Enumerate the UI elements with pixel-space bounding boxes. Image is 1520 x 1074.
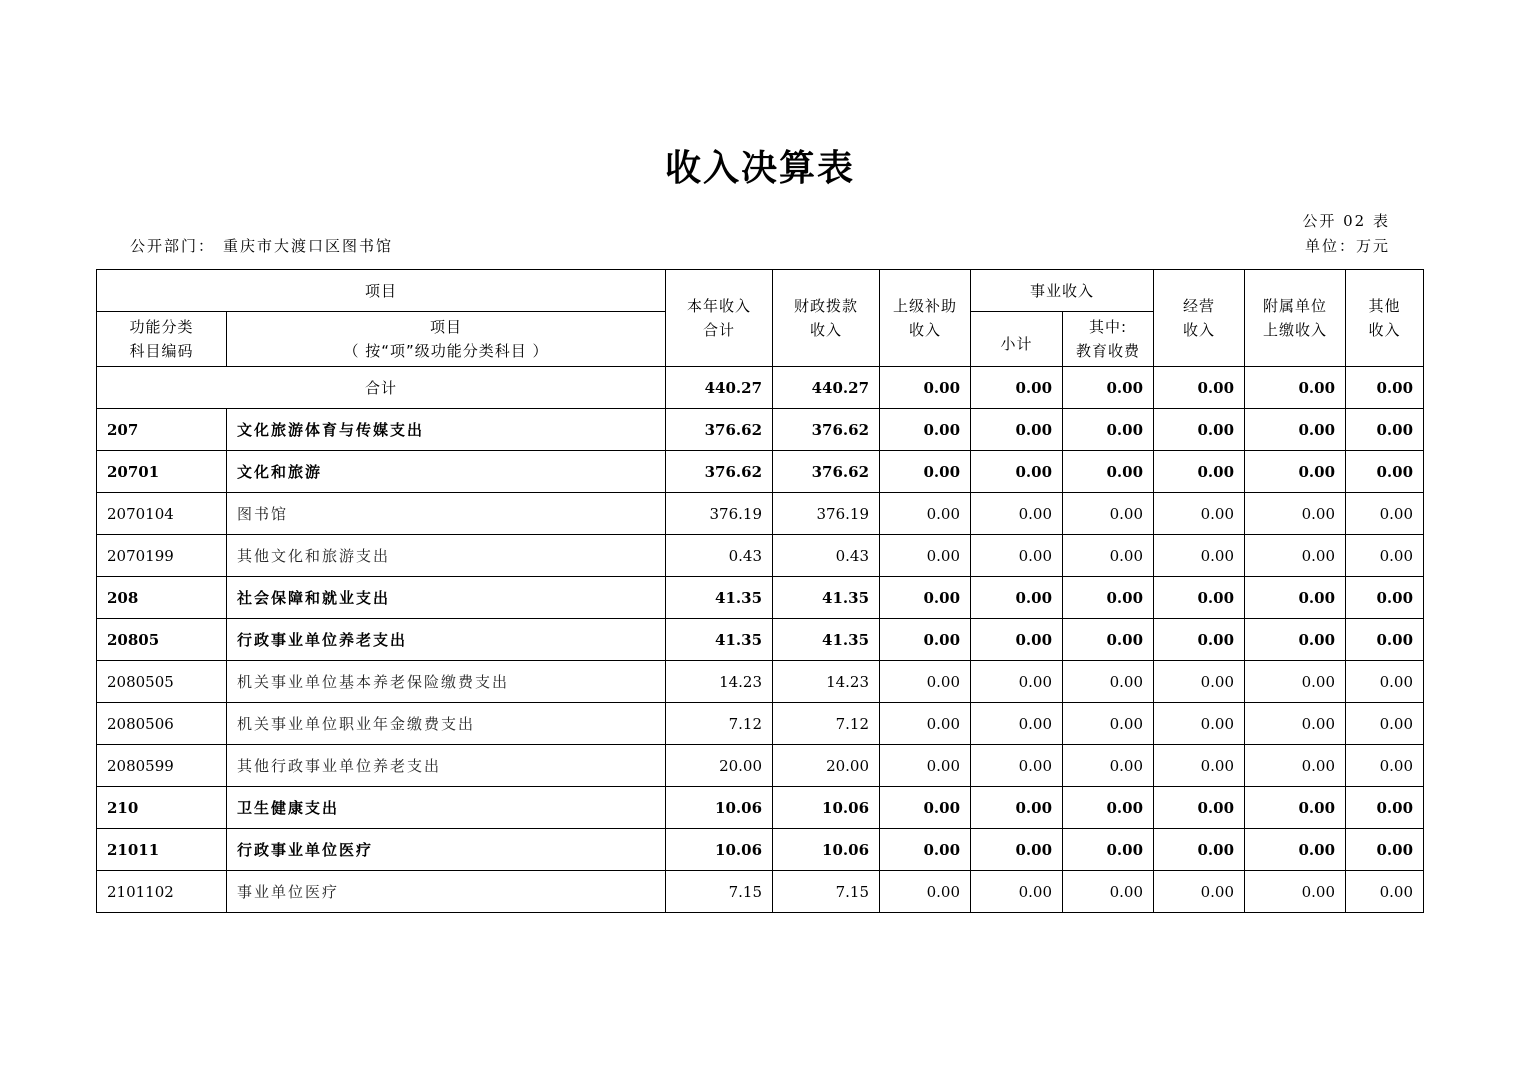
row-value: 0.00 (1154, 619, 1245, 661)
table-row (97, 493, 1424, 535)
row-value: 0.00 (880, 787, 971, 829)
total-cell: 0.00 (1063, 367, 1154, 409)
total-cell: 0.00 (1154, 367, 1245, 409)
row-value: 0.00 (1245, 619, 1346, 661)
row-value: 0.00 (1154, 703, 1245, 745)
row-value: 0.00 (971, 787, 1063, 829)
row-code: 207 (97, 409, 227, 451)
row-name: 行政事业单位养老支出 (227, 619, 666, 661)
table-row (97, 409, 1424, 451)
row-value: 0.00 (1245, 661, 1346, 703)
row-value: 0.00 (971, 703, 1063, 745)
row-value: 0.00 (1063, 409, 1154, 451)
row-value: 0.00 (971, 577, 1063, 619)
row-value: 0.00 (971, 451, 1063, 493)
row-value: 0.00 (1245, 535, 1346, 577)
row-value: 0.00 (1245, 577, 1346, 619)
table-row (97, 451, 1424, 493)
table-row (97, 577, 1424, 619)
row-value: 10.06 (773, 829, 880, 871)
row-value: 0.00 (1245, 871, 1346, 913)
row-value: 0.00 (1346, 871, 1424, 913)
row-value: 7.15 (773, 871, 880, 913)
row-value: 0.00 (971, 493, 1063, 535)
row-value: 41.35 (666, 577, 773, 619)
row-value: 0.00 (1063, 493, 1154, 535)
table-body (97, 367, 1424, 913)
row-name: 其他文化和旅游支出 (227, 535, 666, 577)
row-value: 0.00 (1346, 451, 1424, 493)
row-value: 0.00 (1245, 493, 1346, 535)
row-value: 0.00 (1154, 451, 1245, 493)
row-name: 文化和旅游 (227, 451, 666, 493)
table-row (97, 661, 1424, 703)
row-value: 0.43 (666, 535, 773, 577)
row-value: 0.00 (1063, 787, 1154, 829)
row-value: 376.19 (773, 493, 880, 535)
row-value: 0.00 (1346, 577, 1424, 619)
row-value: 376.62 (666, 409, 773, 451)
table-row (97, 871, 1424, 913)
row-value: 0.00 (1063, 577, 1154, 619)
row-value: 0.00 (1346, 829, 1424, 871)
row-value: 0.00 (1063, 745, 1154, 787)
row-value: 376.62 (666, 451, 773, 493)
header-other: 其他 收入 (1346, 270, 1424, 367)
row-value: 41.35 (773, 619, 880, 661)
row-value: 41.35 (666, 619, 773, 661)
row-name: 图书馆 (227, 493, 666, 535)
page-title: 收入决算表 (664, 148, 855, 189)
row-value: 0.00 (880, 703, 971, 745)
row-value: 0.00 (971, 535, 1063, 577)
row-code: 2101102 (97, 871, 227, 913)
row-name: 社会保障和就业支出 (227, 577, 666, 619)
row-code: 2080505 (97, 661, 227, 703)
department-info (130, 235, 401, 256)
row-value: 376.62 (773, 409, 880, 451)
total-cell: 440.27 (773, 367, 880, 409)
header-education-fee: 其中: 教育收费 (1063, 312, 1154, 367)
total-cell: 0.00 (1245, 367, 1346, 409)
row-code: 208 (97, 577, 227, 619)
row-name: 其他行政事业单位养老支出 (227, 745, 666, 787)
row-code: 20805 (97, 619, 227, 661)
row-value: 0.00 (1245, 703, 1346, 745)
document-number: 公开 02 表 (1302, 212, 1390, 230)
row-value: 0.00 (880, 745, 971, 787)
row-value: 0.00 (1346, 745, 1424, 787)
row-value: 0.00 (1063, 535, 1154, 577)
row-value: 14.23 (773, 661, 880, 703)
row-code: 2070104 (97, 493, 227, 535)
table-row (97, 829, 1424, 871)
row-value: 0.00 (1346, 493, 1424, 535)
table-row (97, 787, 1424, 829)
row-name: 机关事业单位职业年金缴费支出 (227, 703, 666, 745)
row-value: 0.00 (1063, 829, 1154, 871)
row-code: 2070199 (97, 535, 227, 577)
row-code: 2080506 (97, 703, 227, 745)
total-cell: 0.00 (1346, 367, 1424, 409)
row-name: 行政事业单位医疗 (227, 829, 666, 871)
row-value: 0.00 (880, 493, 971, 535)
department-label: 公开部门： (130, 237, 216, 255)
row-value: 0.00 (971, 829, 1063, 871)
row-value: 0.00 (1245, 787, 1346, 829)
total-label: 合计 (97, 367, 666, 409)
total-cell: 0.00 (880, 367, 971, 409)
row-value: 0.00 (1154, 493, 1245, 535)
row-value: 0.00 (1154, 829, 1245, 871)
header-total: 本年收入 合计 (666, 270, 773, 367)
row-value: 0.00 (1154, 535, 1245, 577)
row-value: 0.00 (1245, 451, 1346, 493)
row-value: 0.00 (1346, 703, 1424, 745)
total-row (97, 367, 1424, 409)
row-value: 0.00 (880, 619, 971, 661)
row-value: 0.00 (880, 871, 971, 913)
row-value: 0.00 (1154, 745, 1245, 787)
row-value: 0.00 (1154, 409, 1245, 451)
table-header (97, 270, 1424, 367)
row-name: 卫生健康支出 (227, 787, 666, 829)
row-value: 0.00 (1154, 577, 1245, 619)
header-operating: 经营 收入 (1154, 270, 1245, 367)
row-value: 0.00 (880, 661, 971, 703)
row-value: 0.00 (1346, 619, 1424, 661)
table-row (97, 745, 1424, 787)
row-value: 0.00 (1063, 451, 1154, 493)
row-value: 20.00 (773, 745, 880, 787)
row-value: 10.06 (666, 829, 773, 871)
row-value: 0.43 (773, 535, 880, 577)
row-value: 0.00 (971, 871, 1063, 913)
row-value: 0.00 (971, 745, 1063, 787)
row-value: 0.00 (1346, 787, 1424, 829)
row-name: 机关事业单位基本养老保险缴费支出 (227, 661, 666, 703)
row-value: 7.12 (666, 703, 773, 745)
row-value: 10.06 (666, 787, 773, 829)
row-value: 0.00 (971, 661, 1063, 703)
row-value: 0.00 (971, 619, 1063, 661)
row-code: 210 (97, 787, 227, 829)
row-value: 7.15 (666, 871, 773, 913)
row-value: 0.00 (1154, 661, 1245, 703)
row-code: 20701 (97, 451, 227, 493)
row-value: 0.00 (1063, 871, 1154, 913)
row-value: 0.00 (1154, 871, 1245, 913)
row-name: 文化旅游体育与传媒支出 (227, 409, 666, 451)
row-value: 7.12 (773, 703, 880, 745)
row-value: 376.19 (666, 493, 773, 535)
department-name: 重庆市大渡口区图书馆 (223, 237, 394, 255)
row-name: 事业单位医疗 (227, 871, 666, 913)
row-value: 0.00 (1154, 787, 1245, 829)
row-value: 0.00 (1245, 829, 1346, 871)
row-value: 0.00 (880, 829, 971, 871)
row-code: 2080599 (97, 745, 227, 787)
header-code: 功能分类 科目编码 (97, 312, 227, 367)
header-fiscal: 财政拨款 收入 (773, 270, 880, 367)
header-subtotal: 小计 (971, 312, 1063, 367)
table-row (97, 535, 1424, 577)
row-value: 10.06 (773, 787, 880, 829)
row-value: 20.00 (666, 745, 773, 787)
header-affiliate: 附属单位 上缴收入 (1245, 270, 1346, 367)
row-value: 0.00 (1063, 661, 1154, 703)
row-code: 21011 (97, 829, 227, 871)
row-value: 0.00 (880, 577, 971, 619)
row-value: 0.00 (1346, 535, 1424, 577)
row-value: 0.00 (1346, 661, 1424, 703)
row-value: 0.00 (1346, 409, 1424, 451)
row-value: 376.62 (773, 451, 880, 493)
row-value: 41.35 (773, 577, 880, 619)
row-value: 0.00 (880, 409, 971, 451)
header-business-group: 事业收入 (971, 270, 1154, 312)
row-value: 0.00 (880, 451, 971, 493)
unit-label: 单位：万元 (1304, 237, 1390, 255)
row-value: 0.00 (1063, 703, 1154, 745)
total-cell: 0.00 (971, 367, 1063, 409)
header-name: 项目 （ 按“项”级功能分类科目 ） (227, 312, 666, 367)
row-value: 0.00 (1245, 409, 1346, 451)
header-item-group: 项目 (97, 270, 666, 312)
row-value: 0.00 (880, 535, 971, 577)
row-value: 14.23 (666, 661, 773, 703)
total-cell: 440.27 (666, 367, 773, 409)
header-superior: 上级补助 收入 (880, 270, 971, 367)
table-row (97, 703, 1424, 745)
table-row (97, 619, 1424, 661)
row-value: 0.00 (971, 409, 1063, 451)
income-table (96, 269, 1424, 913)
row-value: 0.00 (1245, 745, 1346, 787)
row-value: 0.00 (1063, 619, 1154, 661)
